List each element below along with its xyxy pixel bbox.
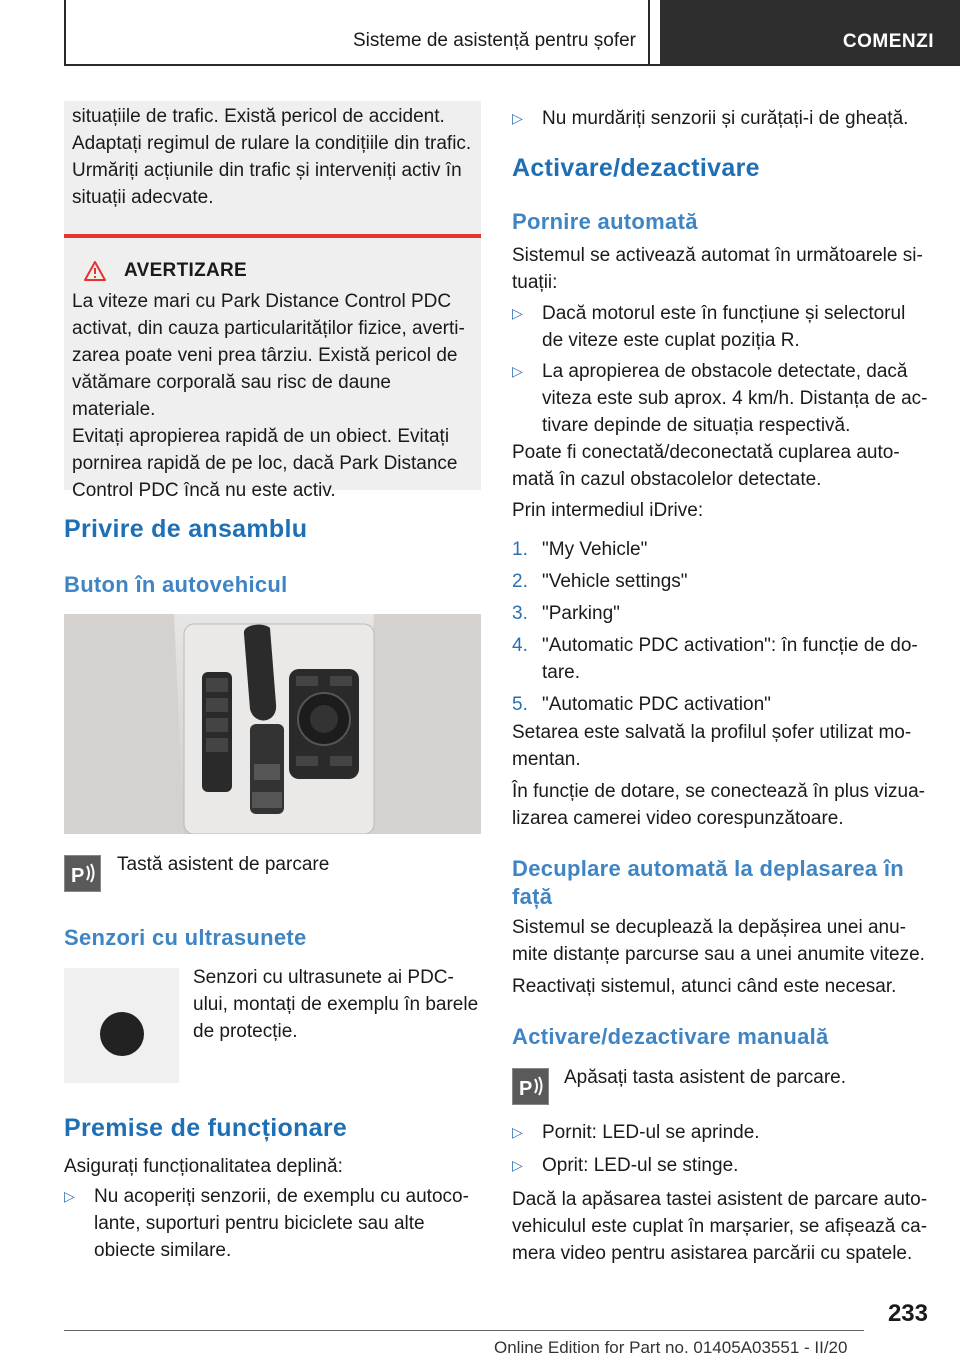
list-item: ▷ Dacă motorul este în funcțiune și selectorul de viteze este cuplat poziția R. bbox=[512, 300, 932, 354]
svg-text:P: P bbox=[71, 865, 85, 887]
warning-line: La viteze mari cu Park Distance Control PDC bbox=[72, 291, 452, 312]
senzori-line: Senzori cu ultrasunete ai PDC- bbox=[193, 967, 454, 988]
warning-line: activat, din cauza particularităților fizice, averti- bbox=[72, 318, 465, 339]
footer-edition: Online Edition for Part no. 01405A03551 - II/20 bbox=[494, 1338, 848, 1357]
step-item: 1. "My Vehicle" bbox=[512, 539, 648, 560]
conditions-list bbox=[512, 300, 932, 445]
step-item: 3. "Parking" bbox=[512, 603, 620, 624]
list-item: ▷ Nu acoperiți senzorii, de exemplu cu autoco- lante, suporturi pentru biciclete sau alte obiecte similare. bbox=[64, 1183, 481, 1264]
functie-text: În funcție de dotare, se conectează în plus vizua- lizarea camerei video corespunzătoare. bbox=[512, 781, 925, 829]
heading-premise: Premise de funcționare bbox=[64, 1114, 348, 1142]
header-section-tab bbox=[64, 0, 650, 66]
box1-line: situațiile de trafic. Există pericol de accident. bbox=[72, 106, 445, 127]
setarea-text: Setarea este salvată la profilul șofer utilizat mo- mentan. bbox=[512, 722, 912, 770]
warning-line: vătămare corporală sau risc de daune materiale. bbox=[72, 372, 391, 420]
box1-line: situații adecvate. bbox=[72, 187, 214, 208]
daca-text: Dacă la apăsarea tastei asistent de parcare auto- vehiculul este cuplat în marșarier, se afișează ca- mera video pentru asistarea parcării cu spatele. bbox=[512, 1189, 928, 1264]
heading-decuplare: Decuplare automată la deplasarea în față bbox=[512, 856, 904, 909]
caution-continued-box bbox=[64, 101, 481, 235]
warning-line: Control PDC încă nu este activ. bbox=[72, 480, 336, 501]
warning-triangle-icon bbox=[84, 261, 106, 281]
apasati-text: Apăsați tasta asistent de parcare. bbox=[564, 1067, 846, 1088]
svg-text:P: P bbox=[519, 1078, 533, 1100]
senzori-line: de protecție. bbox=[193, 1021, 298, 1042]
heading-buton: Buton în autovehicul bbox=[64, 572, 288, 597]
pornire-text: Sistemul se activează automat în următoarele si- tuații: bbox=[512, 245, 923, 293]
list-item: ▷ Oprit: LED-ul se stinge. bbox=[512, 1152, 932, 1179]
decuplare-text: Sistemul se decuplează la depășirea unei anu- mite distanțe parcurse sau a unei anumite viteze. bbox=[512, 917, 925, 965]
parking-assist-button-icon bbox=[64, 855, 101, 892]
header-rule bbox=[64, 64, 960, 66]
heading-pornire: Pornire automată bbox=[512, 209, 698, 234]
list-item: ▷ La apropierea de obstacole detectate, dacă viteza este sub aprox. 4 km/h. Distanța de ac- tivare depinde de situația respectivă. bbox=[512, 358, 932, 439]
led-status-list bbox=[512, 1119, 932, 1185]
heading-activare: Activare/dezactivare bbox=[512, 154, 760, 182]
heading-privire: Privire de ansamblu bbox=[64, 515, 308, 543]
poate-text: Poate fi conectată/deconectată cuplarea auto- mată în cazul obstacolelor detectate. bbox=[512, 442, 900, 490]
sensor-image bbox=[64, 968, 179, 1083]
console-photo bbox=[64, 614, 481, 834]
list-item: ▷ Pornit: LED-ul se aprinde. bbox=[512, 1119, 932, 1146]
parking-assist-button-icon bbox=[512, 1068, 549, 1105]
warning-title: AVERTIZARE bbox=[124, 260, 247, 281]
step-item: 2. "Vehicle settings" bbox=[512, 571, 688, 592]
header-section-title: Sisteme de asistență pentru șofer bbox=[352, 30, 636, 51]
ultrasonic-sensor-icon bbox=[100, 1012, 144, 1056]
box1-line: Urmăriți acțiunile din trafic și interveniți activ în bbox=[72, 160, 462, 181]
prin-text: Prin intermediul iDrive: bbox=[512, 500, 704, 521]
box1-line: Adaptați regimul de rulare la condițiile din trafic. bbox=[72, 133, 472, 154]
premise-intro: Asigurați funcționalitatea deplină: bbox=[64, 1156, 343, 1177]
idrive-steps bbox=[512, 536, 932, 723]
footer-rule bbox=[64, 1330, 864, 1331]
header-chapter-tab bbox=[660, 0, 960, 66]
warning-line: Evitați apropierea rapidă de un obiect. Evitați bbox=[72, 426, 450, 447]
list-item: ▷ Nu murdăriți senzorii și curățați-i de gheață. bbox=[512, 105, 932, 132]
senzori-text bbox=[193, 964, 478, 1045]
step-item: 4. "Automatic PDC activation": în funcție de do- tare. bbox=[512, 635, 918, 683]
button-caption: Tastă asistent de parcare bbox=[117, 854, 330, 875]
header-chapter-title: COMENZI bbox=[842, 31, 934, 52]
warning-header bbox=[84, 260, 473, 282]
warning-line: pornirea rapidă de pe loc, dacă Park Distance bbox=[72, 453, 458, 474]
senzori-line: ului, montați de exemplu în barele bbox=[193, 994, 479, 1015]
warning-line: zarea poate veni prea târziu. Există pericol de bbox=[72, 345, 458, 366]
warning-box bbox=[64, 238, 481, 501]
reactivati-text: Reactivați sistemul, atunci când este necesar. bbox=[512, 976, 897, 997]
premise-list bbox=[64, 1183, 481, 1270]
page-number: 233 bbox=[887, 1300, 928, 1327]
step-item: 5. "Automatic PDC activation" bbox=[512, 694, 771, 715]
heading-senzori: Senzori cu ultrasunete bbox=[64, 925, 307, 950]
top-item-list bbox=[512, 105, 932, 138]
heading-manuala: Activare/dezactivare manuală bbox=[512, 1024, 829, 1049]
